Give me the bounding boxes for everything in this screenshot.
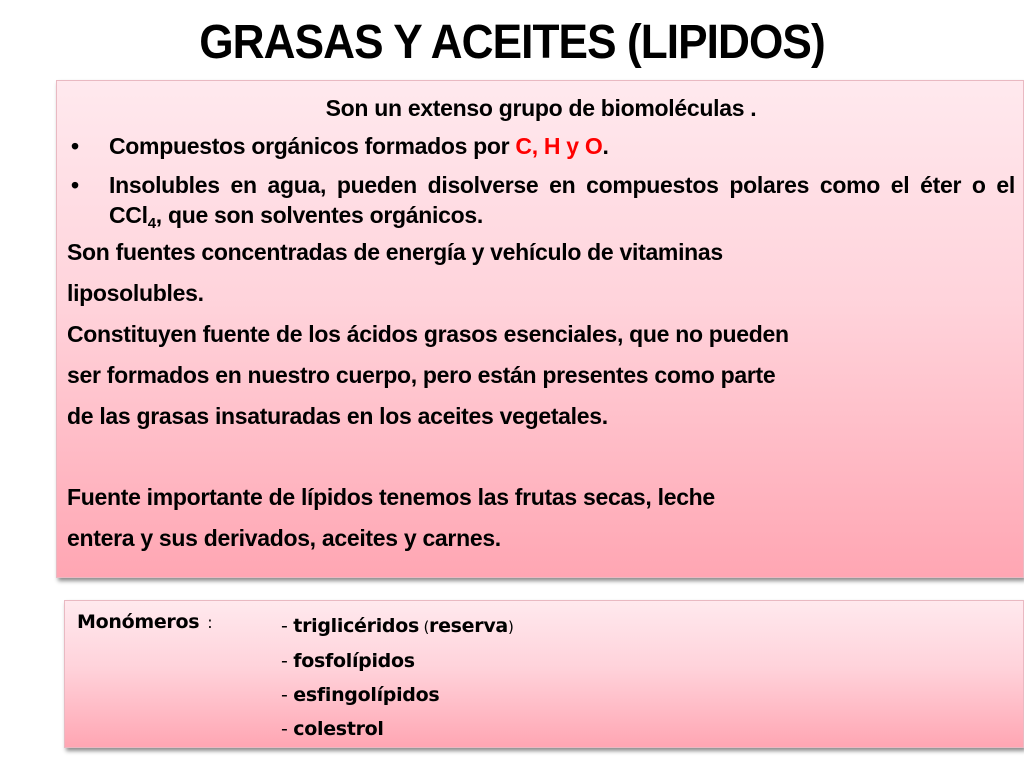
essential-line-1: Constituyen fuente de los ácidos grasos esenciales, que no pueden (67, 321, 789, 347)
bullet-solubility-text: Insolubles en agua, pueden disolverse en compuestos polares como el éter o el CCl (109, 172, 1015, 228)
energy-line-1: Son fuentes concentradas de energía y vehículo de vitaminas (67, 239, 723, 265)
monomer-item-fosfolipidos (281, 644, 514, 678)
essential-line-3: de las grasas insaturadas en los aceites vegetales. (67, 403, 608, 429)
bullet-solubility-end: , que son solventes orgánicos. (155, 202, 483, 228)
monomers-label: Monómeros (77, 611, 200, 633)
sources-line-2: entera y sus derivados, aceites y carnes. (67, 525, 501, 551)
elements-highlight: C, H y O (515, 133, 603, 159)
bullet-composition-end: . (602, 133, 609, 159)
monomer-item-trigliceridos (281, 609, 514, 644)
list-dash: - (281, 615, 294, 637)
paragraph-spacer (67, 437, 1015, 477)
monomers-box (64, 600, 1024, 748)
bullet-solubility (67, 170, 1015, 230)
monomer-name: fosfolípidos (293, 650, 415, 672)
monomers-colon: : (207, 613, 213, 632)
monomer-item-colestrol (281, 712, 514, 746)
monomer-name: esfingolípidos (293, 684, 440, 706)
paren-open: ( (418, 618, 430, 636)
essential-line-2: ser formados en nuestro cuerpo, pero están presentes como parte (67, 362, 776, 388)
bullet-icon: • (71, 172, 79, 198)
monomers-list (281, 609, 514, 746)
bullet-icon: • (71, 133, 79, 159)
intro-line: Son un extenso grupo de biomoléculas . (325, 95, 757, 121)
list-dash: - (281, 650, 294, 672)
bullet-composition-text: Compuestos orgánicos formados por (109, 133, 516, 159)
paren-close: ) (507, 618, 514, 636)
monomer-name: colestrol (293, 718, 384, 740)
monomers-heading (77, 609, 212, 636)
energy-line-2: liposolubles. (67, 280, 204, 306)
monomer-item-esfingolipidos (281, 678, 514, 712)
list-dash: - (281, 684, 294, 706)
main-text (67, 89, 1015, 559)
monomer-note: reserva (429, 615, 508, 637)
bullet-composition (67, 127, 1015, 165)
list-dash: - (281, 718, 294, 740)
main-content-box (56, 80, 1024, 578)
monomer-name: triglicéridos (293, 615, 419, 637)
subscript-four: 4 (147, 215, 156, 232)
slide-title: GRASAS Y ACEITES (LIPIDOS) (199, 16, 825, 69)
sources-line-1: Fuente importante de lípidos tenemos las frutas secas, leche (67, 484, 715, 510)
